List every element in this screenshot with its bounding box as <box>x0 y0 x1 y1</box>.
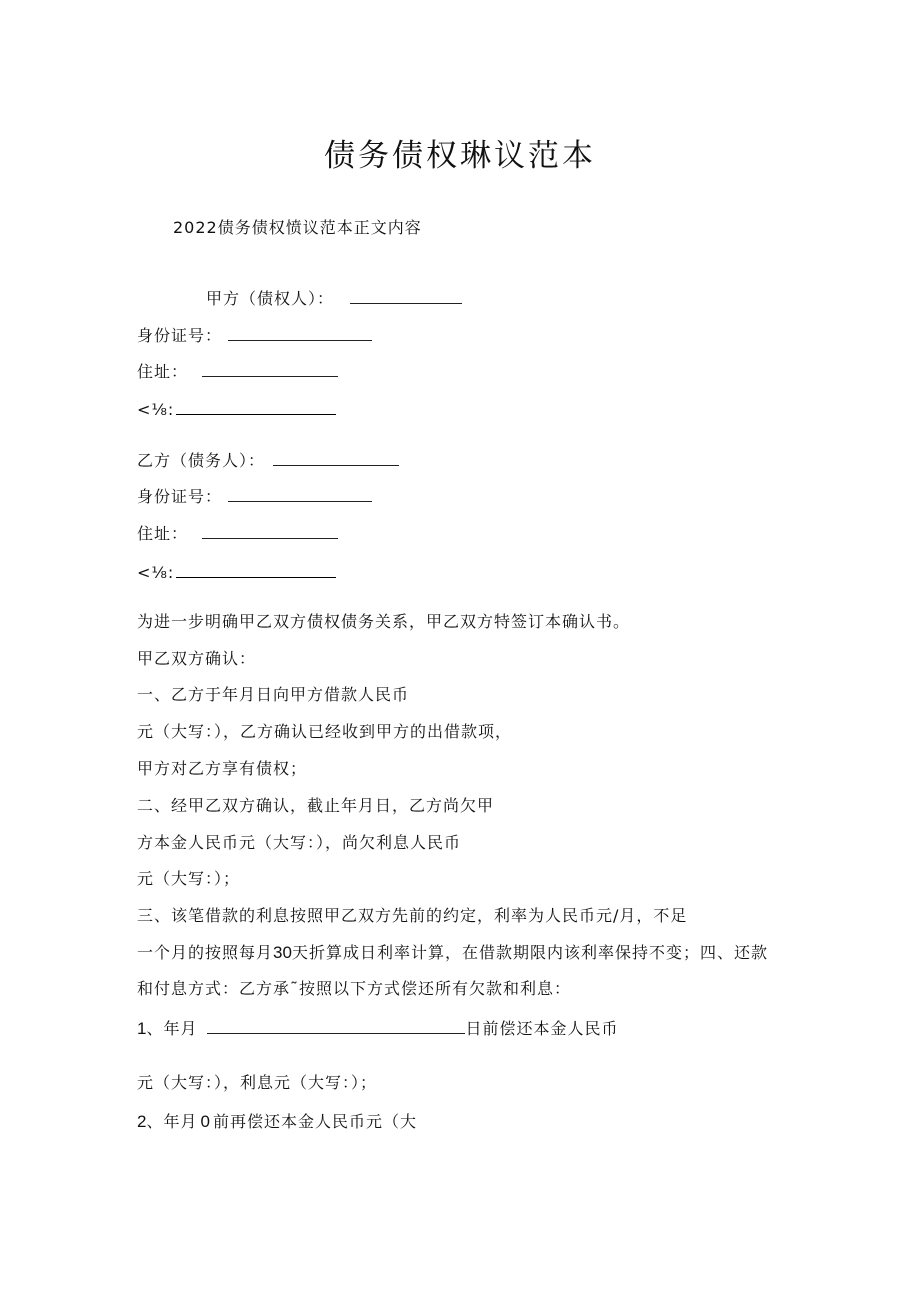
party-a-phone-row <box>137 399 336 420</box>
item-1-text-b: 日前偿还本金人民币 <box>465 1019 619 1038</box>
clause-2-line-1: 二、经甲乙双方确认，截止年月日，乙方尚欠甲 <box>137 796 495 815</box>
party-b-blank[interactable] <box>273 451 399 466</box>
party-a-label: 甲方（债权人）： <box>206 289 335 308</box>
party-b-address-blank[interactable] <box>202 524 338 539</box>
clause-3-days: 30 <box>273 943 292 962</box>
clause-2-line-2: 方本金人民币元（大写：），尚欠利息人民币 <box>137 833 462 852</box>
clause-1-line-2: 元（大写：），乙方确认已经收到甲方的出借款项， <box>137 722 513 741</box>
clause-3-text-b: 天折算成日利率计算，在借款期限内该利率保持不变；四、还款 <box>291 943 768 962</box>
party-b-id-row <box>137 487 372 507</box>
repayment-item-1 <box>137 1019 619 1039</box>
clause-3-text-a: 一个月的按照每月 <box>137 943 274 962</box>
clause-3-line-1: 三、该笔借款的利息按照甲乙双方先前的约定，利率为人民币元/月，不足 <box>137 906 688 925</box>
repayment-item-2 <box>137 1112 417 1132</box>
party-a-id-row <box>137 326 372 346</box>
party-b-label: 乙方（债务人）： <box>137 451 266 470</box>
item-1-blank[interactable] <box>207 1019 465 1034</box>
party-b-address-row <box>137 524 338 544</box>
party-a-address-row <box>137 362 338 382</box>
item-2-text-b: 前再偿还本金人民币元（大 <box>212 1112 417 1131</box>
party-b-row <box>137 451 399 471</box>
party-b-phone-blank[interactable] <box>176 562 336 578</box>
party-a-blank[interactable] <box>350 289 462 304</box>
party-b-address-label: 住址： <box>137 524 189 543</box>
item-1-text-a: 、年月 <box>146 1019 198 1038</box>
item-2-day: 0 <box>200 1112 210 1131</box>
document-title: 债务债权琳议范本 <box>324 138 596 174</box>
party-a-address-label: 住址： <box>137 362 189 381</box>
clause-1-line-1: 一、乙方于年月日向甲方借款人民币 <box>137 685 410 704</box>
clause-3-line-2 <box>137 943 768 963</box>
party-a-row <box>206 289 462 309</box>
subtitle: 2022债务债权愤议范本正文内容 <box>173 218 422 237</box>
item-2-text-a: 、年月 <box>146 1112 198 1131</box>
clause-2-line-3: 元（大写：）； <box>137 869 241 888</box>
item-2-number: 2 <box>137 1112 147 1131</box>
paragraph-confirm: 甲乙双方确认： <box>137 649 257 668</box>
party-b-id-label: 身份证号： <box>137 487 223 506</box>
clause-1-line-3: 甲方对乙方享有债权； <box>137 759 308 778</box>
party-a-id-label: 身份证号： <box>137 326 223 345</box>
party-b-phone-label: <⅛: <box>137 563 175 582</box>
party-b-id-blank[interactable] <box>228 487 372 502</box>
paragraph-intro: 为进一步明确甲乙双方债权债务关系，甲乙双方特签订本确认书。 <box>137 612 631 631</box>
party-b-phone-row <box>137 562 336 583</box>
clause-4-line: 和付息方式：乙方承˜按照以下方式偿还所有欠款和利息： <box>137 979 572 998</box>
repayment-item-1-amount: 元（大写：），利息元（大写：）； <box>137 1073 378 1092</box>
item-1-number: 1 <box>137 1019 147 1038</box>
party-a-address-blank[interactable] <box>202 362 338 377</box>
party-a-phone-label: <⅛: <box>137 400 175 419</box>
party-a-id-blank[interactable] <box>228 326 372 341</box>
party-a-phone-blank[interactable] <box>176 399 336 415</box>
